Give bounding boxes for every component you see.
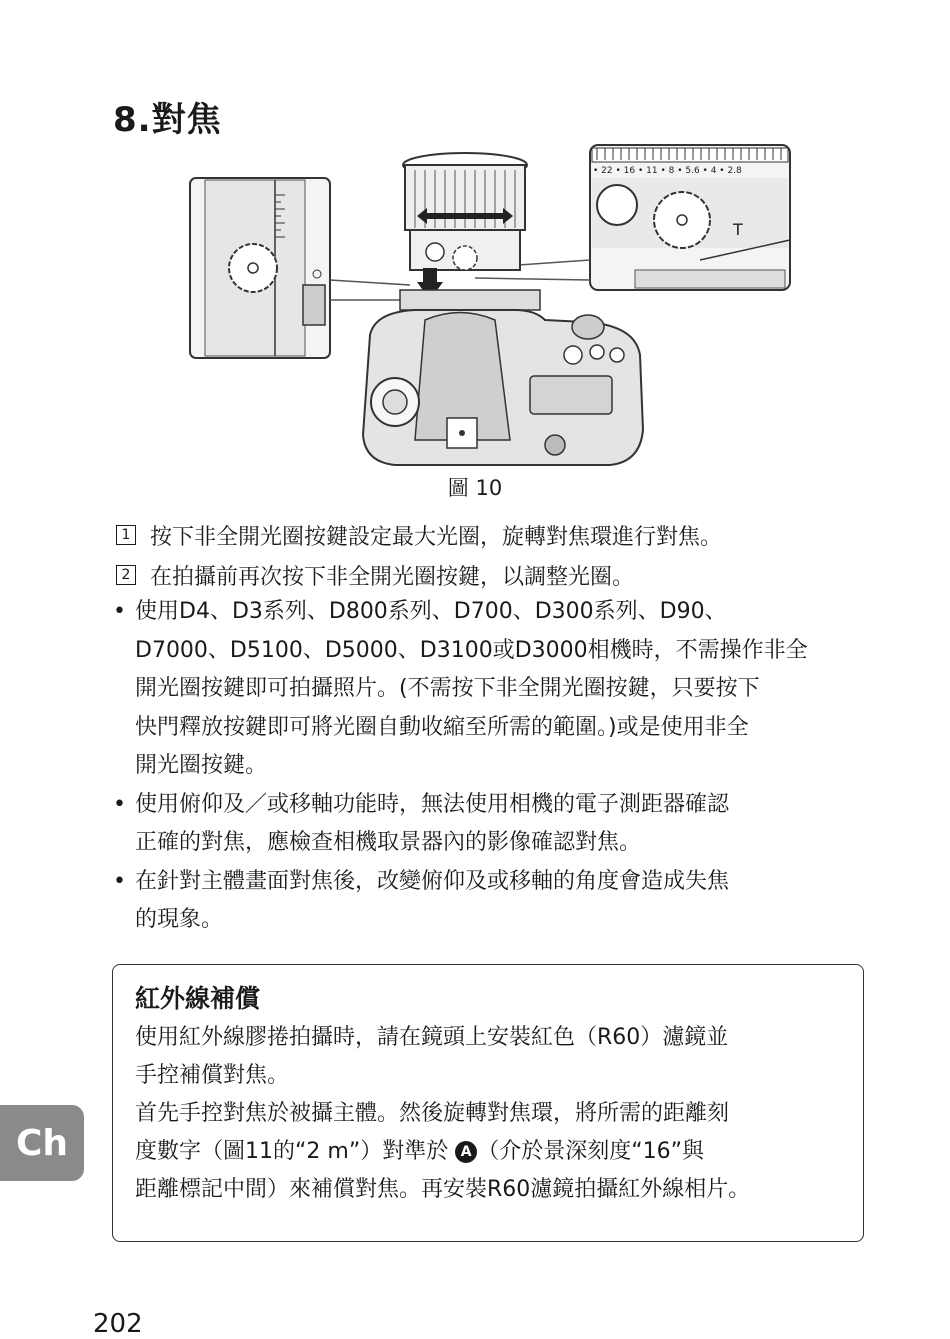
step-number: 1 <box>116 525 136 545</box>
infrared-line: 首先手控對焦於被攝主體。然後旋轉對焦環，將所需的距離刻 <box>135 1101 730 1126</box>
note-line: 正確的對焦，應檢查相機取景器內的影像確認對焦。 <box>135 830 642 855</box>
infrared-compensation-box <box>112 964 864 1242</box>
aperture-scale: • 22 • 16 • 11 • 8 • 5.6 • 4 • 2.8 <box>593 166 742 176</box>
step-text: 按下非全開光圈按鍵設定最大光圈，旋轉對焦環進行對焦。 <box>150 524 723 550</box>
marker-a-icon: A <box>455 1141 477 1163</box>
infrared-line: （介於景深刻度“16”與 <box>477 1139 705 1164</box>
lens-camera-illustration <box>185 140 795 470</box>
note-line: 在針對主體畫面對焦後，改變俯仰及或移軸的角度會造成失焦 <box>135 868 730 894</box>
infrared-line: 使用紅外線膠捲拍攝時，請在鏡頭上安裝紅色（R60）濾鏡並 <box>135 1025 729 1050</box>
infrared-line: 距離標記中間）來補償對焦。再安裝R60濾鏡拍攝紅外線相片。 <box>135 1177 751 1202</box>
camera-body-illustration <box>363 310 643 465</box>
bullet-dot-icon: • <box>113 599 126 624</box>
infrared-line: 手控補償對焦。 <box>135 1063 290 1088</box>
step-item <box>113 555 873 595</box>
bullet-dot-icon: • <box>113 791 126 817</box>
note-item <box>113 863 873 940</box>
note-line: 開光圈按鍵即可拍攝照片。(不需按下非全開光圈按鍵，只要按下 <box>135 676 760 701</box>
bullet-dot-icon: • <box>113 868 126 894</box>
right-inset-detail <box>590 145 790 290</box>
infrared-line: 度數字（圖11的“2 m”）對準於 <box>135 1139 449 1164</box>
left-inset-detail <box>190 178 330 358</box>
step-list <box>113 515 873 595</box>
step-text: 在拍攝前再次按下非全開光圈按鍵，以調整光圈。 <box>150 564 635 590</box>
page-number: 202 <box>93 1309 143 1339</box>
lens-illustration <box>400 153 540 310</box>
note-line: 使用俯仰及／或移軸功能時，無法使用相機的電子測距器確認 <box>135 791 730 817</box>
figure-caption: 圖 10 <box>447 476 503 500</box>
section-title: 8.對焦 <box>113 100 222 140</box>
infrared-paragraph <box>135 1019 841 1095</box>
infrared-title: 紅外線補償 <box>135 984 261 1013</box>
note-line: 使用D4、D3系列、D800系列、D700、D300系列、D90、 <box>135 599 727 624</box>
note-line: D7000、D5100、D5000、D3100或D3000相機時，不需操作非全 <box>135 637 808 663</box>
notes-list <box>113 593 873 940</box>
note-item <box>113 593 873 786</box>
note-line: 的現象。 <box>135 907 224 932</box>
step-number: 2 <box>116 565 136 585</box>
infrared-paragraph <box>135 1095 841 1209</box>
chapter-language-tab: Ch <box>0 1105 84 1181</box>
note-line: 快門釋放按鍵即可將光圈自動收縮至所需的範圍。)或是使用非全 <box>135 714 749 740</box>
note-item <box>113 786 873 863</box>
svg-text:T: T <box>733 220 743 239</box>
note-line: 開光圈按鍵。 <box>135 753 268 778</box>
step-item <box>113 515 873 555</box>
